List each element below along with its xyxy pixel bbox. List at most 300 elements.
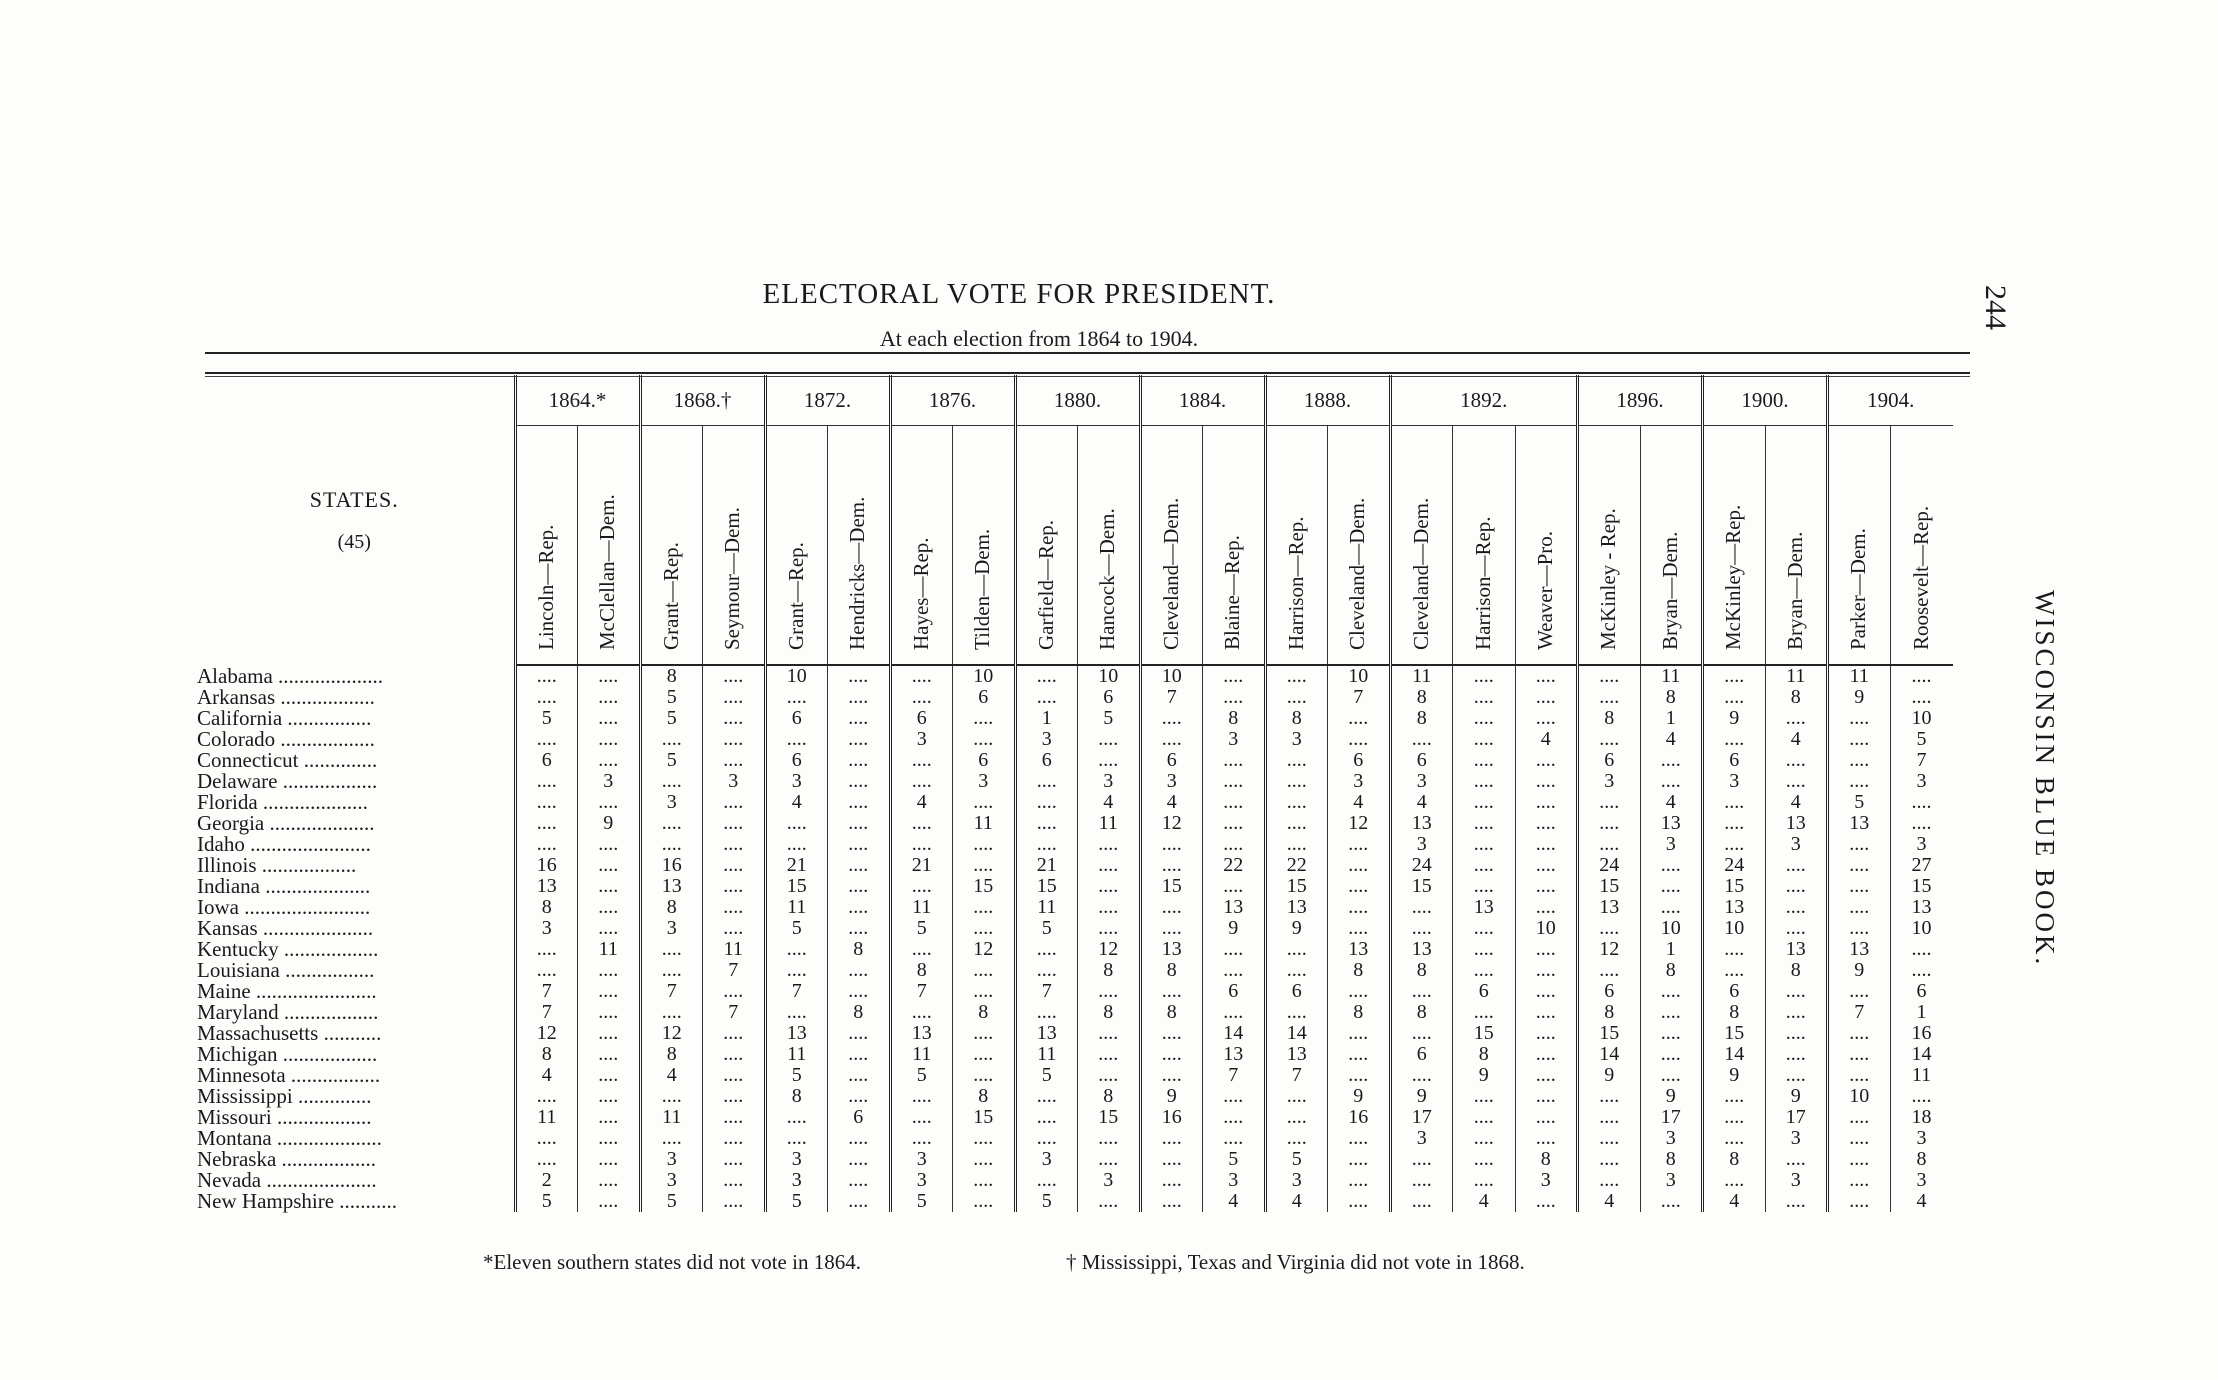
vote-cell: ....: [1765, 1044, 1828, 1065]
vote-cell: ....: [1828, 750, 1891, 771]
vote-cell: ....: [828, 813, 891, 834]
vote-cell: ....: [1828, 729, 1891, 750]
vote-cell: ....: [1890, 1086, 1953, 1107]
vote-cell: 8: [1765, 960, 1828, 981]
vote-cell: ....: [1265, 939, 1328, 960]
vote-cell: ....: [1328, 1128, 1391, 1149]
candidate-header: [578, 426, 641, 666]
vote-cell: 6: [1390, 1044, 1453, 1065]
vote-cell: ....: [578, 1107, 641, 1128]
vote-cell: 8: [1140, 960, 1203, 981]
vote-cell: 8: [1640, 960, 1703, 981]
vote-cell: ....: [953, 960, 1016, 981]
vote-cell: ....: [515, 1128, 578, 1149]
vote-cell: 24: [1390, 855, 1453, 876]
vote-cell: ....: [1765, 876, 1828, 897]
vote-cell: ....: [1703, 1086, 1766, 1107]
vote-cell: ....: [953, 1128, 1016, 1149]
vote-cell: 4: [1515, 729, 1578, 750]
table-top-rule: [205, 372, 1970, 374]
table-row: [195, 960, 1953, 981]
vote-cell: ....: [1203, 960, 1266, 981]
vote-cell: 10: [1640, 918, 1703, 939]
vote-cell: ....: [1328, 876, 1391, 897]
leader-dots: ...........: [334, 1189, 398, 1213]
vote-cell: 4: [1890, 1191, 1953, 1212]
vote-cell: 1: [1015, 708, 1078, 729]
vote-cell: 3: [1765, 1170, 1828, 1191]
vote-cell: 8: [1203, 708, 1266, 729]
table-row: [195, 1086, 1953, 1107]
state-name-text: Connecticut: [197, 748, 299, 772]
vote-cell: 9: [1828, 960, 1891, 981]
vote-cell: 7: [1140, 687, 1203, 708]
vote-cell: ....: [1578, 1128, 1641, 1149]
vote-cell: ....: [1703, 1107, 1766, 1128]
vote-cell: ....: [1140, 708, 1203, 729]
vote-cell: 17: [1640, 1107, 1703, 1128]
vote-cell: 6: [1140, 750, 1203, 771]
vote-cell: ....: [1140, 981, 1203, 1002]
vote-cell: ....: [703, 876, 766, 897]
candidate-label: Parker—Dem.: [1846, 528, 1871, 650]
vote-cell: 6: [1328, 750, 1391, 771]
vote-cell: ....: [1453, 1086, 1516, 1107]
vote-cell: 4: [1765, 729, 1828, 750]
vote-cell: ....: [578, 1128, 641, 1149]
vote-cell: 5: [515, 708, 578, 729]
vote-cell: 4: [1453, 1191, 1516, 1212]
vote-cell: ....: [828, 1170, 891, 1191]
vote-cell: ....: [1453, 939, 1516, 960]
vote-cell: ....: [1578, 1107, 1641, 1128]
vote-cell: ....: [1578, 918, 1641, 939]
state-name-text: Missouri: [197, 1105, 272, 1129]
leader-dots: .....................: [257, 916, 374, 940]
vote-cell: ....: [828, 981, 891, 1002]
vote-cell: 13: [1453, 897, 1516, 918]
vote-cell: ....: [1203, 771, 1266, 792]
vote-cell: 14: [1703, 1044, 1766, 1065]
vote-cell: ....: [515, 960, 578, 981]
vote-cell: ....: [640, 960, 703, 981]
vote-cell: ....: [828, 1149, 891, 1170]
vote-cell: ....: [1203, 834, 1266, 855]
vote-cell: ....: [1703, 729, 1766, 750]
vote-cell: 13: [515, 876, 578, 897]
vote-cell: ....: [1578, 729, 1641, 750]
vote-cell: 3: [1078, 771, 1141, 792]
election-year-header: 1876.: [890, 375, 1015, 426]
vote-cell: ....: [1515, 750, 1578, 771]
vote-cell: ....: [1515, 1002, 1578, 1023]
vote-cell: 13: [1203, 1044, 1266, 1065]
candidate-label: Lincoln—Rep.: [533, 524, 558, 650]
vote-cell: ....: [1578, 834, 1641, 855]
vote-cell: ....: [1015, 687, 1078, 708]
vote-cell: ....: [1515, 1065, 1578, 1086]
vote-cell: ....: [640, 1086, 703, 1107]
vote-cell: ....: [1765, 1002, 1828, 1023]
state-name: [195, 897, 515, 918]
state-name: [195, 960, 515, 981]
election-year-header: 1904.: [1828, 375, 1953, 426]
vote-cell: 8: [953, 1002, 1016, 1023]
candidate-header: [1203, 426, 1266, 666]
vote-cell: ....: [1203, 750, 1266, 771]
vote-cell: ....: [1203, 813, 1266, 834]
candidate-header: [1140, 426, 1203, 666]
vote-cell: 8: [640, 665, 703, 687]
leader-dots: ..................: [277, 769, 378, 793]
vote-cell: 8: [890, 960, 953, 981]
vote-cell: 11: [1015, 1044, 1078, 1065]
vote-cell: ....: [578, 918, 641, 939]
vote-cell: ....: [1828, 1170, 1891, 1191]
vote-cell: ....: [1515, 981, 1578, 1002]
vote-cell: 10: [1140, 665, 1203, 687]
vote-cell: 5: [765, 1065, 828, 1086]
vote-cell: ....: [1765, 855, 1828, 876]
vote-cell: 9: [578, 813, 641, 834]
vote-cell: 24: [1578, 855, 1641, 876]
table-row: [195, 897, 1953, 918]
vote-cell: 8: [1140, 1002, 1203, 1023]
vote-cell: ....: [1390, 1149, 1453, 1170]
vote-cell: ....: [1453, 1128, 1516, 1149]
table-body: [195, 665, 1953, 1212]
leader-dots: ..................: [278, 1000, 379, 1024]
vote-cell: 14: [1203, 1023, 1266, 1044]
candidate-label: Tilden—Dem.: [970, 528, 995, 650]
vote-cell: 10: [1078, 665, 1141, 687]
states-count: (45): [337, 530, 371, 553]
vote-cell: ....: [703, 855, 766, 876]
vote-cell: ....: [890, 939, 953, 960]
table-row: [195, 1044, 1953, 1065]
state-name-text: Michigan: [197, 1042, 278, 1066]
table-row: [195, 750, 1953, 771]
vote-cell: 3: [1140, 771, 1203, 792]
vote-cell: ....: [1328, 729, 1391, 750]
vote-cell: ....: [578, 981, 641, 1002]
vote-cell: 8: [1578, 708, 1641, 729]
vote-cell: 15: [1078, 1107, 1141, 1128]
vote-cell: ....: [1703, 813, 1766, 834]
vote-cell: 7: [1890, 750, 1953, 771]
vote-cell: ....: [1265, 687, 1328, 708]
vote-cell: ....: [1703, 665, 1766, 687]
state-name-text: New Hampshire: [197, 1189, 335, 1213]
leader-dots: ....................: [257, 790, 368, 814]
vote-cell: 4: [765, 792, 828, 813]
vote-cell: 3: [1265, 1170, 1328, 1191]
table-row: [195, 855, 1953, 876]
vote-cell: 1: [1640, 939, 1703, 960]
vote-cell: ....: [1453, 665, 1516, 687]
state-name-text: Indiana: [197, 874, 260, 898]
vote-cell: 3: [640, 792, 703, 813]
vote-cell: ....: [1203, 1002, 1266, 1023]
vote-cell: ....: [1703, 687, 1766, 708]
vote-cell: 6: [765, 708, 828, 729]
vote-cell: ....: [1015, 813, 1078, 834]
vote-cell: 8: [1078, 1002, 1141, 1023]
vote-cell: ....: [1265, 1002, 1328, 1023]
candidate-header: [1265, 426, 1328, 666]
state-name: [195, 665, 515, 687]
vote-cell: 8: [1328, 960, 1391, 981]
vote-cell: ....: [1453, 771, 1516, 792]
state-name: [195, 792, 515, 813]
vote-cell: ....: [1765, 750, 1828, 771]
vote-cell: 3: [1890, 1128, 1953, 1149]
state-name-text: Iowa: [197, 895, 239, 919]
vote-cell: ....: [953, 897, 1016, 918]
vote-cell: ....: [765, 834, 828, 855]
leader-dots: ..................: [271, 1105, 372, 1129]
vote-cell: ....: [703, 1149, 766, 1170]
vote-cell: ....: [1640, 750, 1703, 771]
vote-cell: ....: [703, 918, 766, 939]
vote-cell: 7: [765, 981, 828, 1002]
vote-cell: ....: [1640, 897, 1703, 918]
vote-cell: ....: [578, 1044, 641, 1065]
vote-cell: ....: [1578, 792, 1641, 813]
vote-cell: 17: [1765, 1107, 1828, 1128]
candidate-header: [1515, 426, 1578, 666]
vote-cell: 8: [1890, 1149, 1953, 1170]
vote-cell: ....: [1703, 792, 1766, 813]
vote-cell: 14: [1890, 1044, 1953, 1065]
vote-cell: 11: [1765, 665, 1828, 687]
vote-cell: ....: [1640, 1023, 1703, 1044]
vote-cell: ....: [703, 665, 766, 687]
vote-cell: ....: [515, 729, 578, 750]
vote-cell: ....: [703, 1086, 766, 1107]
table-row: [195, 665, 1953, 687]
election-year-header: 1892.: [1390, 375, 1578, 426]
vote-cell: ....: [578, 1065, 641, 1086]
vote-cell: 11: [1078, 813, 1141, 834]
state-name: [195, 1107, 515, 1128]
vote-cell: 9: [1265, 918, 1328, 939]
vote-cell: 4: [640, 1065, 703, 1086]
vote-cell: 7: [1203, 1065, 1266, 1086]
vote-cell: ....: [828, 729, 891, 750]
vote-cell: ....: [828, 792, 891, 813]
vote-cell: ....: [828, 1191, 891, 1212]
vote-cell: ....: [953, 708, 1016, 729]
candidate-header: [1890, 426, 1953, 666]
vote-cell: 3: [1015, 1149, 1078, 1170]
vote-cell: 8: [1578, 1002, 1641, 1023]
vote-cell: ....: [1453, 1170, 1516, 1191]
vote-cell: ....: [1578, 687, 1641, 708]
vote-cell: ....: [703, 1191, 766, 1212]
vote-cell: ....: [1328, 1023, 1391, 1044]
vote-cell: ....: [1890, 939, 1953, 960]
candidate-label: Hendricks—Dem.: [845, 496, 870, 650]
vote-cell: ....: [1078, 855, 1141, 876]
vote-cell: 10: [1890, 708, 1953, 729]
vote-cell: ....: [765, 1107, 828, 1128]
candidate-label: Cleveland—Dem.: [1345, 497, 1370, 650]
year-header-row: [195, 375, 1953, 426]
leader-dots: .................: [285, 1063, 381, 1087]
vote-cell: 9: [1453, 1065, 1516, 1086]
vote-cell: ....: [765, 729, 828, 750]
vote-cell: ....: [1515, 834, 1578, 855]
vote-cell: ....: [1453, 855, 1516, 876]
vote-cell: 13: [1390, 813, 1453, 834]
vote-cell: 11: [703, 939, 766, 960]
candidate-header: [1390, 426, 1453, 666]
vote-cell: ....: [1078, 1128, 1141, 1149]
candidate-header: [1578, 426, 1641, 666]
vote-cell: ....: [1140, 729, 1203, 750]
vote-cell: ....: [1078, 1023, 1141, 1044]
vote-cell: ....: [1265, 813, 1328, 834]
vote-cell: 10: [1828, 1086, 1891, 1107]
vote-cell: ....: [1453, 687, 1516, 708]
leader-dots: ....................: [272, 663, 384, 688]
vote-cell: 3: [1765, 1128, 1828, 1149]
vote-cell: ....: [578, 750, 641, 771]
state-name-text: Nevada: [197, 1168, 262, 1192]
vote-cell: 6: [1703, 981, 1766, 1002]
vote-cell: ....: [640, 1128, 703, 1149]
table-row: [195, 708, 1953, 729]
vote-cell: ....: [828, 960, 891, 981]
candidate-header: [1828, 426, 1891, 666]
vote-cell: ....: [1328, 897, 1391, 918]
vote-cell: 3: [765, 1170, 828, 1191]
state-name: [195, 750, 515, 771]
vote-cell: 3: [1390, 771, 1453, 792]
election-year-header: 1900.: [1703, 375, 1828, 426]
state-name-text: Kentucky: [197, 937, 279, 961]
vote-cell: 13: [1203, 897, 1266, 918]
vote-cell: 3: [1890, 1170, 1953, 1191]
election-year-header: 1896.: [1578, 375, 1703, 426]
vote-cell: 6: [765, 750, 828, 771]
vote-cell: 3: [890, 729, 953, 750]
vote-cell: ....: [1828, 981, 1891, 1002]
leader-dots: ....................: [264, 811, 375, 835]
vote-cell: 12: [1078, 939, 1141, 960]
vote-cell: ....: [1328, 1044, 1391, 1065]
vote-cell: 16: [1890, 1023, 1953, 1044]
vote-cell: 27: [1890, 855, 1953, 876]
vote-cell: 10: [1890, 918, 1953, 939]
vote-cell: 3: [1703, 771, 1766, 792]
vote-cell: ....: [1140, 918, 1203, 939]
vote-cell: 10: [1328, 665, 1391, 687]
state-name-text: Nebraska: [197, 1147, 277, 1171]
vote-cell: ....: [765, 687, 828, 708]
vote-cell: 3: [1765, 834, 1828, 855]
vote-cell: ....: [703, 834, 766, 855]
vote-cell: 4: [1765, 792, 1828, 813]
vote-cell: ....: [1140, 1149, 1203, 1170]
vote-cell: ....: [1640, 981, 1703, 1002]
vote-cell: ....: [1140, 855, 1203, 876]
vote-cell: ....: [1578, 813, 1641, 834]
vote-cell: ....: [1078, 981, 1141, 1002]
vote-cell: ....: [1015, 960, 1078, 981]
state-name-text: Massachusetts: [197, 1021, 319, 1045]
vote-cell: 8: [1515, 1149, 1578, 1170]
vote-cell: 2: [515, 1170, 578, 1191]
vote-cell: 8: [1078, 960, 1141, 981]
vote-cell: 8: [1390, 687, 1453, 708]
vote-cell: ....: [1515, 708, 1578, 729]
vote-cell: ....: [1265, 792, 1328, 813]
vote-cell: ....: [1453, 708, 1516, 729]
vote-cell: ....: [1078, 729, 1141, 750]
candidate-header: [1078, 426, 1141, 666]
vote-cell: 8: [1453, 1044, 1516, 1065]
state-name: [195, 1002, 515, 1023]
election-year-header: 1868.†: [640, 375, 765, 426]
vote-cell: 11: [1640, 665, 1703, 687]
candidate-label: Hancock—Dem.: [1095, 508, 1120, 650]
vote-cell: ....: [1515, 1086, 1578, 1107]
vote-cell: 3: [640, 1149, 703, 1170]
vote-cell: 7: [1828, 1002, 1891, 1023]
vote-cell: 4: [890, 792, 953, 813]
vote-cell: 3: [1203, 729, 1266, 750]
vote-cell: ....: [640, 834, 703, 855]
title-rule: [205, 352, 1970, 354]
leader-dots: ....................: [259, 874, 371, 898]
vote-cell: ....: [828, 918, 891, 939]
vote-cell: ....: [515, 1086, 578, 1107]
vote-cell: ....: [1015, 1170, 1078, 1191]
vote-cell: ....: [1328, 1149, 1391, 1170]
vote-cell: ....: [1390, 1023, 1453, 1044]
vote-cell: 6: [515, 750, 578, 771]
vote-cell: ....: [1578, 960, 1641, 981]
vote-cell: 6: [1015, 750, 1078, 771]
vote-cell: ....: [953, 729, 1016, 750]
leader-dots: ....................: [271, 1126, 382, 1150]
vote-cell: ....: [890, 1107, 953, 1128]
vote-cell: ....: [703, 1107, 766, 1128]
table-row: [195, 813, 1953, 834]
vote-cell: ....: [1828, 897, 1891, 918]
vote-cell: ....: [1703, 939, 1766, 960]
vote-cell: ....: [578, 1023, 641, 1044]
vote-cell: ....: [1328, 1191, 1391, 1212]
state-name-text: Alabama: [197, 663, 273, 688]
state-name: [195, 855, 515, 876]
vote-cell: ....: [1203, 1128, 1266, 1149]
vote-cell: 16: [1140, 1107, 1203, 1128]
vote-cell: 12: [1578, 939, 1641, 960]
vote-cell: ....: [1828, 1044, 1891, 1065]
leader-dots: .................: [279, 958, 375, 982]
state-name-text: Delaware: [197, 769, 278, 793]
vote-cell: ....: [1015, 1002, 1078, 1023]
vote-cell: ....: [953, 981, 1016, 1002]
state-name: [195, 1149, 515, 1170]
vote-cell: ....: [1390, 729, 1453, 750]
candidate-header: [953, 426, 1016, 666]
vote-cell: 11: [890, 1044, 953, 1065]
table-row: [195, 1023, 1953, 1044]
